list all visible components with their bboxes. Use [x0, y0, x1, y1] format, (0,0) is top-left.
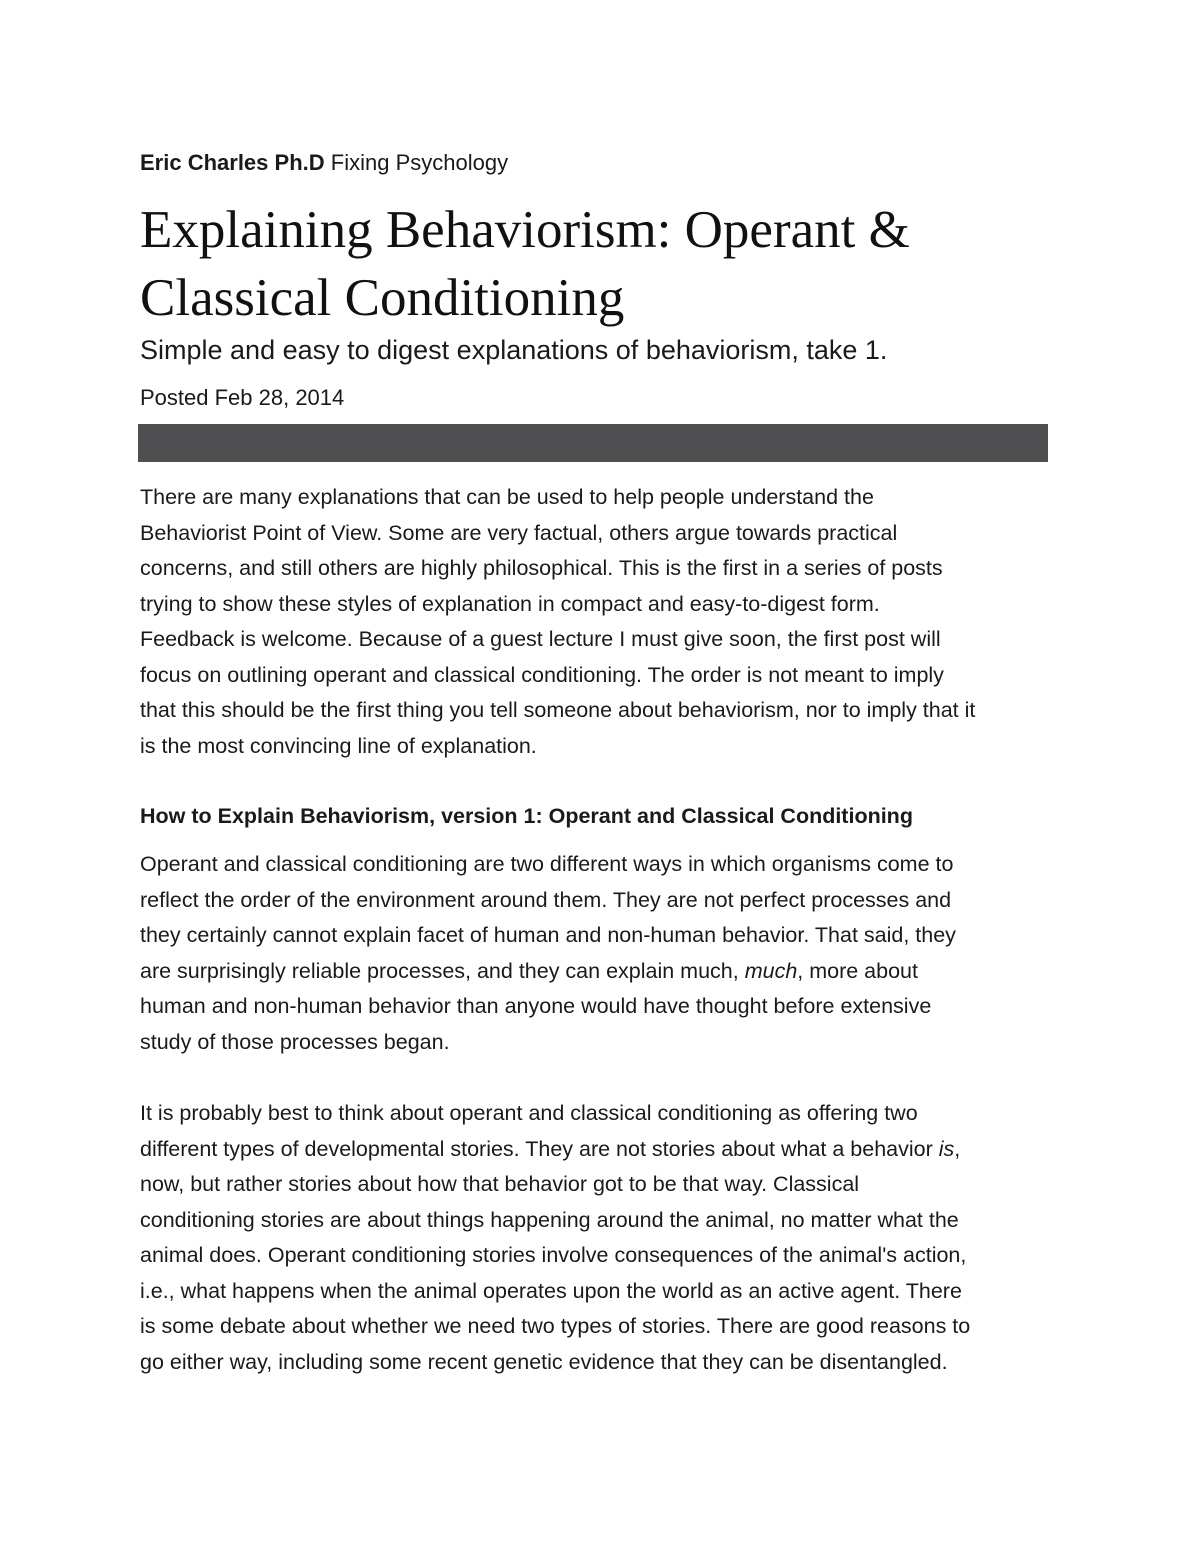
paragraph-line: that this should be the first thing you tell someone about behaviorism, nor to imply that it	[140, 698, 976, 722]
section-heading: How to Explain Behaviorism, version 1: Operant and Classical Conditioning	[140, 804, 913, 828]
paragraph-line: i.e., what happens when the animal operates upon the world as an active agent. There	[140, 1278, 962, 1303]
body-paragraph-3	[140, 1096, 1065, 1380]
byline	[140, 148, 508, 178]
line-text: different types of developmental stories. They are not stories about what a behavior	[140, 1136, 939, 1161]
paragraph-line: animal does. Operant conditioning stories involve consequences of the animal's action,	[140, 1243, 967, 1267]
paragraph-line	[140, 954, 1065, 990]
intro-paragraph	[140, 480, 1065, 764]
paragraph-line: study of those processes began.	[140, 1029, 450, 1054]
paragraph-line: now, but rather stories about how that behavior got to be that way. Classical	[140, 1172, 860, 1196]
paragraph-line: There are many explanations that can be used to help people understand the	[140, 485, 874, 509]
paragraph-line: It is probably best to think about operant and classical conditioning as offering two	[140, 1101, 918, 1125]
line-text: ,	[954, 1136, 961, 1161]
paragraph-line: focus on outlining operant and classical conditioning. The order is not meant to imply	[140, 662, 944, 687]
paragraph-line: Behaviorist Point of View. Some are very factual, others argue towards practical	[140, 520, 898, 545]
author-name[interactable]: Eric Charles Ph.D	[140, 150, 325, 175]
blog-name[interactable]: Fixing Psychology	[330, 150, 509, 175]
body-paragraph-2	[140, 847, 1065, 1060]
paragraph-line: is some debate about whether we need two types of stories. There are good reasons to	[140, 1314, 971, 1338]
paragraph-line: Feedback is welcome. Because of a guest lecture I must give soon, the first post will	[140, 627, 941, 651]
paragraph-line: concerns, and still others are highly philosophical. This is the first in a series of posts	[140, 556, 943, 580]
paragraph-line: human and non-human behavior than anyone would have thought before extensive	[140, 994, 932, 1018]
paragraph-line: conditioning stories are about things happening around the animal, no matter what the	[140, 1207, 959, 1232]
posted-date: Posted Feb 28, 2014	[140, 385, 345, 410]
page-title: Explaining Behaviorism: Operant & Classical Conditioning	[140, 201, 910, 327]
paragraph-line: they certainly cannot explain facet of human and non-human behavior. That said, they	[140, 923, 956, 947]
paragraph-line: reflect the order of the environment around them. They are not perfect processes and	[140, 887, 952, 912]
page-subtitle: Simple and easy to digest explanations of behaviorism, take 1.	[140, 335, 888, 365]
emphasis-text: much	[744, 958, 798, 983]
image-placeholder-bar	[138, 424, 1048, 462]
line-text: , more about	[797, 958, 918, 983]
paragraph-line: go either way, including some recent genetic evidence that they can be disentangled.	[140, 1349, 948, 1374]
line-text: are surprisingly reliable processes, and they can explain much,	[140, 958, 745, 983]
emphasis-text: is	[938, 1136, 955, 1161]
paragraph-line: trying to show these styles of explanation in compact and easy-to-digest form.	[140, 591, 880, 616]
paragraph-line	[140, 1132, 1065, 1168]
paragraph-line: Operant and classical conditioning are two different ways in which organisms come to	[140, 852, 954, 876]
paragraph-line: is the most convincing line of explanation.	[140, 733, 537, 758]
